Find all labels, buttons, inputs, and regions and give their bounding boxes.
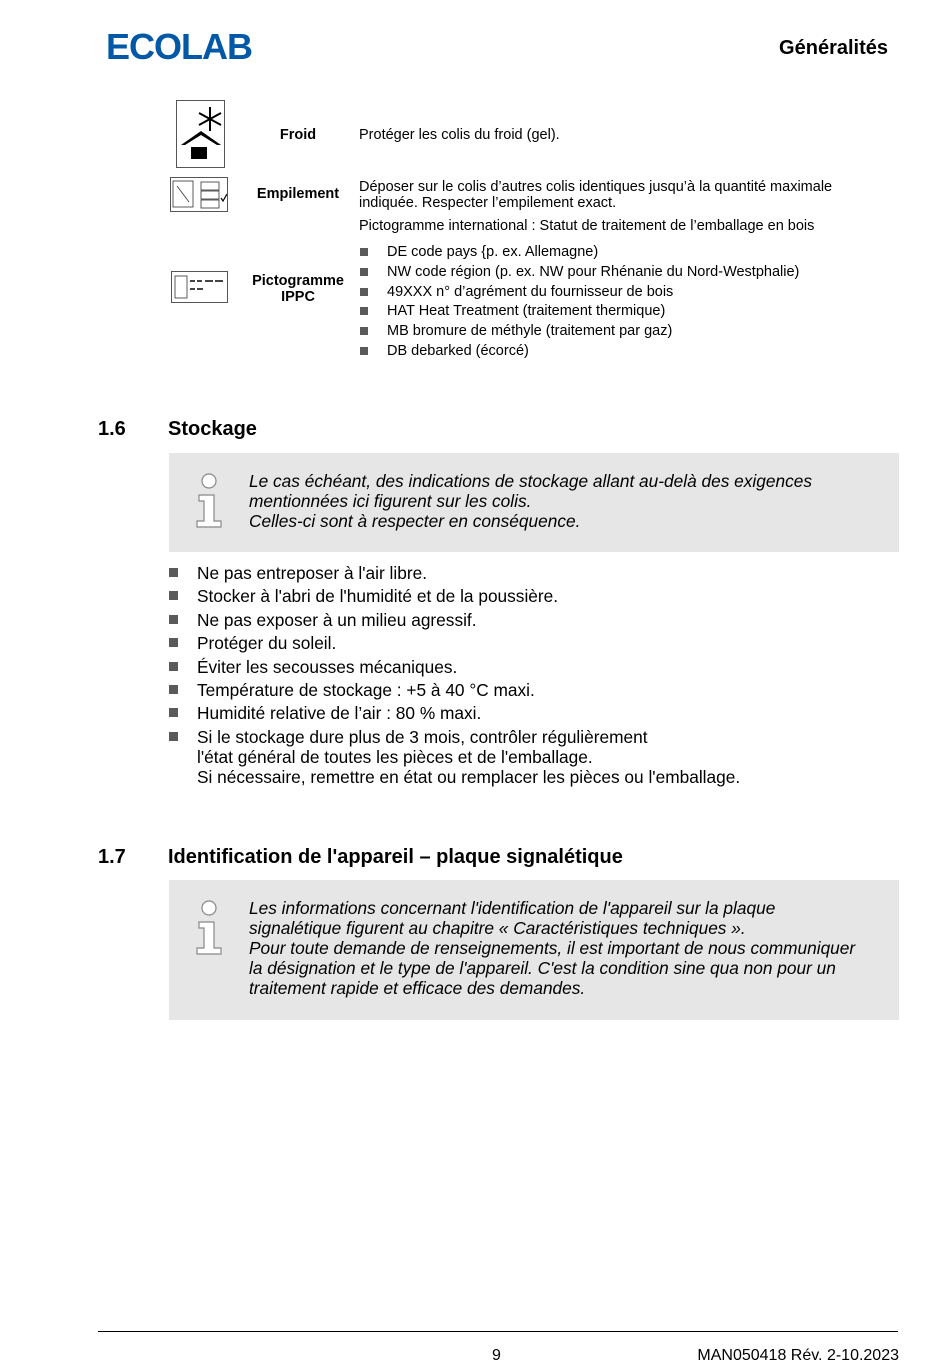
pictogram-label: Pictogramme IPPC [252,273,344,305]
pictogram-row-froid [170,100,870,168]
pictogram-row-empilement [170,176,870,216]
stacking-icon [170,177,228,212]
cold-snowflake-icon [176,100,225,168]
list-item: NW code région (p. ex. NW pour Rhénanie du Nord-Westphalie) [359,264,869,284]
list-item: DB debarked (écorcé) [359,343,869,363]
list-item: Protéger du soleil. [169,633,869,653]
section-number: 1.6 [98,418,126,440]
list-item: Humidité relative de l’air : 80 % maxi. [169,703,869,723]
brand-logo-text: ECOLAB [106,28,252,64]
page-number: 9 [492,1347,501,1364]
ippc-intro: Pictogramme international : Statut de traitement de l’emballage en bois [359,218,815,234]
note-text: Le cas échéant, des indications de stockage allant au-delà des exigences mentionnées ici figurent sur les colis. Celles-ci sont à respecter en conséquence. [249,471,812,531]
pictogram-label: Empilement [256,186,340,202]
info-icon [194,473,224,529]
section-number: 1.7 [98,846,126,868]
pictogram-row-ippc [170,217,870,362]
info-icon [194,900,224,956]
ippc-code-list [359,244,869,363]
info-note-identification [169,880,899,1020]
section-title: Stockage [168,418,257,440]
storage-requirements-list [169,563,869,790]
list-item: Éviter les secousses mécaniques. [169,657,869,677]
ippc-label-icon [171,271,228,303]
list-item: DE code pays {p. ex. Allemagne) [359,244,869,264]
list-item: Température de stockage : +5 à 40 °C maxi. [169,680,869,700]
pictogram-label: Froid [279,127,317,143]
list-item: Stocker à l'abri de l'humidité et de la poussière. [169,586,869,606]
list-item: 49XXX n° d’agrément du fournisseur de bois [359,284,869,304]
list-item: MB bromure de méthyle (traitement par gaz) [359,323,869,343]
section-title: Identification de l'appareil – plaque signalétique [168,846,623,868]
section-heading-identification [98,846,623,869]
list-item: HAT Heat Treatment (traitement thermique) [359,303,869,323]
page-section-title: Généralités [779,37,888,59]
pictogram-description: Déposer sur le colis d’autres colis identiques jusqu’à la quantité maximale indiquée. Respecter l’empilement exact. [359,179,833,211]
document-reference: MAN050418 Rév. 2-10.2023 [697,1347,899,1364]
list-item: Si le stockage dure plus de 3 mois, contrôler régulièrement l'état général de toutes les pièces et de l'emballage. Si nécessaire, remettre en état ou remplacer les pièces ou l'emballage. [169,727,869,787]
info-note-storage [169,453,899,552]
pictogram-description: Protéger les colis du froid (gel). [359,127,560,143]
ippc-description [359,218,869,363]
ecolab-logo [106,28,258,64]
section-heading-storage [98,418,257,441]
footer-divider [98,1331,898,1332]
note-text: Les informations concernant l'identification de l'appareil sur la plaque signalétique figurent au chapitre « Caractéristiques techniques ». Pour toute demande de renseignements, il est important de nous communiquer la désignation et le type de l'appareil. C'est la condition sine qua non pour un traitement rapide et efficace des demandes. [249,898,856,998]
list-item: Ne pas exposer à un milieu agressif. [169,610,869,630]
list-item: Ne pas entreposer à l'air libre. [169,563,869,583]
